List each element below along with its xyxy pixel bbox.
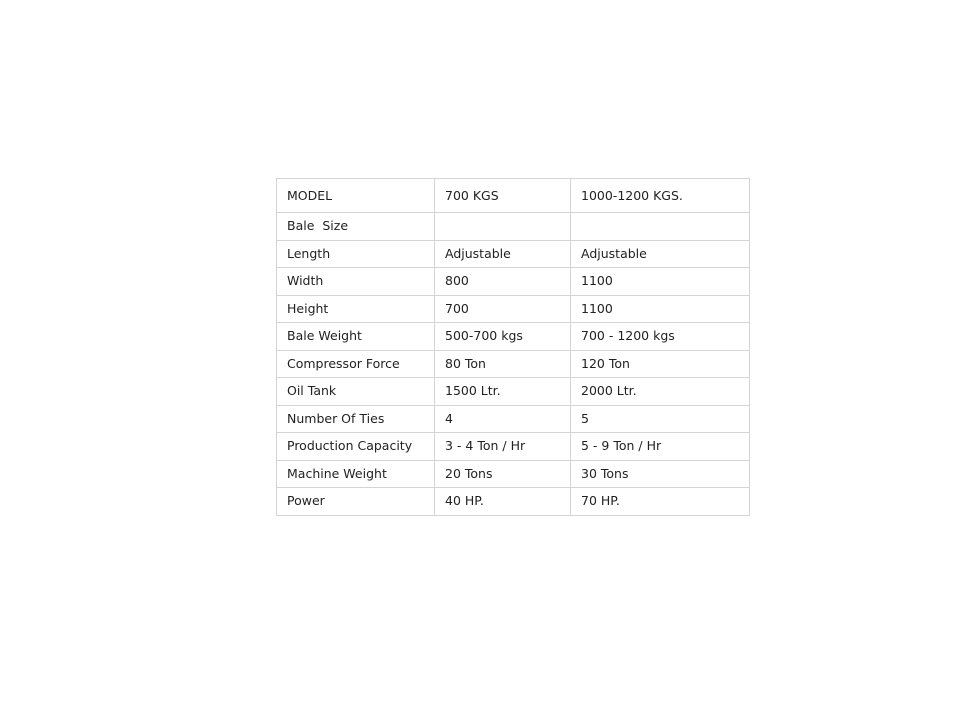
row-label: Bale Weight	[277, 323, 435, 351]
table-row	[277, 378, 750, 406]
specifications-table	[276, 178, 750, 516]
row-value: 3 - 4 Ton / Hr	[435, 433, 571, 461]
row-label: Length	[277, 240, 435, 268]
table-row	[277, 488, 750, 516]
row-value: 80 Ton	[435, 350, 571, 378]
row-value: 5 - 9 Ton / Hr	[571, 433, 750, 461]
row-value: 20 Tons	[435, 460, 571, 488]
row-value: 500-700 kgs	[435, 323, 571, 351]
row-label: Bale Size	[277, 213, 435, 241]
row-value	[571, 213, 750, 241]
row-label: Width	[277, 268, 435, 296]
row-value: 2000 Ltr.	[571, 378, 750, 406]
table-row	[277, 433, 750, 461]
row-value: 5	[571, 405, 750, 433]
row-value: 4	[435, 405, 571, 433]
row-value: 700	[435, 295, 571, 323]
table-row	[277, 405, 750, 433]
row-value: 1100	[571, 295, 750, 323]
table-header-row	[277, 179, 750, 213]
row-value: 30 Tons	[571, 460, 750, 488]
row-label: Height	[277, 295, 435, 323]
table-row	[277, 323, 750, 351]
row-value: 40 HP.	[435, 488, 571, 516]
row-label: Compressor Force	[277, 350, 435, 378]
table-row	[277, 460, 750, 488]
row-value: 700 - 1200 kgs	[571, 323, 750, 351]
row-value: 1500 Ltr.	[435, 378, 571, 406]
table-row	[277, 268, 750, 296]
row-value: 70 HP.	[571, 488, 750, 516]
row-label: Machine Weight	[277, 460, 435, 488]
row-value: Adjustable	[435, 240, 571, 268]
row-value: Adjustable	[571, 240, 750, 268]
row-label: Power	[277, 488, 435, 516]
header-cell-1000-1200-kgs: 1000-1200 KGS.	[571, 179, 750, 213]
table-row	[277, 295, 750, 323]
row-label: Number Of Ties	[277, 405, 435, 433]
header-cell-model: MODEL	[277, 179, 435, 213]
table-row	[277, 350, 750, 378]
row-value	[435, 213, 571, 241]
row-label: Oil Tank	[277, 378, 435, 406]
table-row	[277, 240, 750, 268]
row-label: Production Capacity	[277, 433, 435, 461]
row-value: 800	[435, 268, 571, 296]
row-value: 1100	[571, 268, 750, 296]
row-value: 120 Ton	[571, 350, 750, 378]
table-row	[277, 213, 750, 241]
header-cell-700-kgs: 700 KGS	[435, 179, 571, 213]
